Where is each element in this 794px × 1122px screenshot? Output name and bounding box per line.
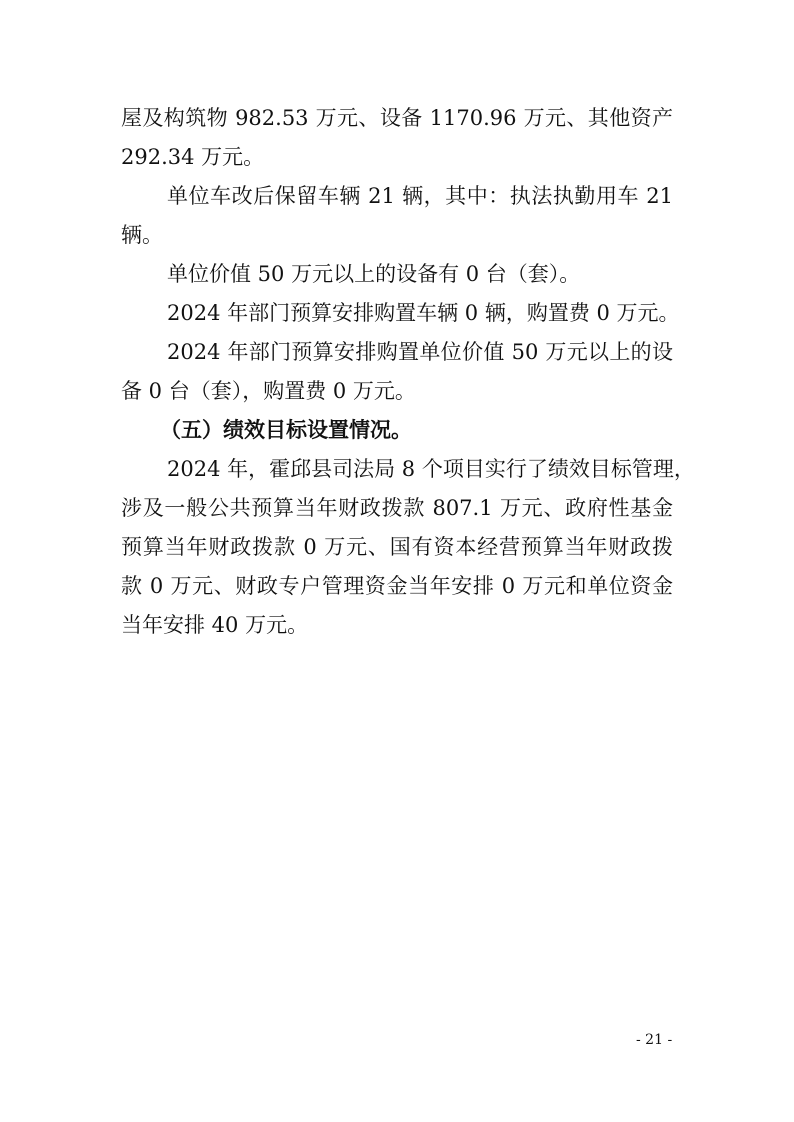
p6-line2: 涉及一般公共预算当年财政拨款 807.1 万元、政府性基金 — [121, 496, 673, 520]
p6-line1: 2024 年，霍邱县司法局 8 个项目实行了绩效目标管理， — [167, 457, 695, 481]
p5-line2: 备 0 台（套），购置费 0 万元。 — [121, 379, 416, 403]
p6-line3: 预算当年财政拨款 0 万元、国有资本经营预算当年财政拨 — [121, 535, 673, 559]
page-number: - 21 - — [636, 1032, 673, 1048]
p5-line1: 2024 年部门预算安排购置单位价值 50 万元以上的设 — [167, 340, 673, 364]
p1-line1: 屋及构筑物 982.53 万元、设备 1170.96 万元、其他资产 — [121, 106, 673, 130]
p6-line5: 当年安排 40 万元。 — [121, 613, 309, 637]
p4-line1: 2024 年部门预算安排购置车辆 0 辆，购置费 0 万元。 — [167, 301, 680, 325]
p1-line2: 292.34 万元。 — [121, 145, 265, 169]
p6-line4: 款 0 万元、财政专户管理资金当年安排 0 万元和单位资金 — [121, 574, 673, 598]
p3-line1: 单位价值 50 万元以上的设备有 0 台（套）。 — [167, 262, 581, 286]
p2-line1: 单位车改后保留车辆 21 辆，其中：执法执勤用车 21 — [167, 184, 673, 208]
section-heading: （五）绩效目标设置情况。 — [160, 417, 412, 442]
p2-line2: 辆。 — [121, 223, 163, 247]
